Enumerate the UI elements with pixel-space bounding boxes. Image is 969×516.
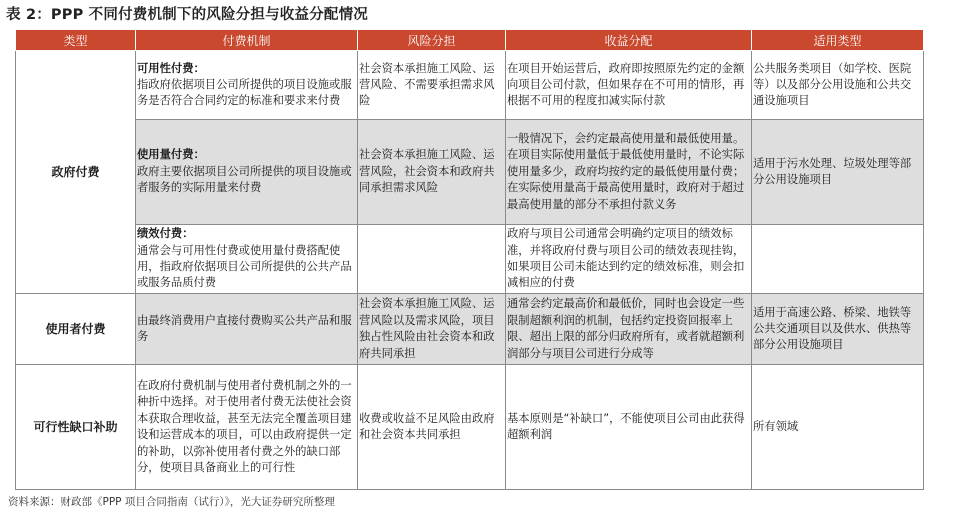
mechanism-cell <box>136 120 358 224</box>
apply-cell: 所有领域 <box>752 365 924 490</box>
ppp-table <box>15 29 923 490</box>
risk-cell: 收费或收益不足风险由政府和社会资本共同承担 <box>358 365 506 490</box>
table-row <box>16 120 924 224</box>
risk-cell: 社会资本承担施工风险、运营风险，社会资本和政府共同承担需求风险 <box>358 120 506 224</box>
benefit-cell: 一般情况下，会约定最高使用量和最低使用量。在项目实际使用量低于最低使用量时，不论实际使用量多少，政府均按约定的最低使用量付费；在实际使用量高于最高使用量时，政府对于超过最高使用量的部分不承担付款义务 <box>506 120 752 224</box>
table-row <box>16 224 924 293</box>
mechanism-text: 通常会与可用性付费或使用量付费搭配使用，指政府依据项目公司所提供的公共产品或服务品质付费 <box>137 243 352 290</box>
apply-cell: 公共服务类项目（如学校、医院等）以及部分公用设施和公共交通设施项目 <box>752 51 924 120</box>
type-government-pay: 政府付费 <box>16 51 136 294</box>
header-risk: 风险分担 <box>358 30 506 51</box>
benefit-cell: 通常会约定最高价和最低价，同时也会设定一些限制超额利润的机制，包括约定投资回报率上限、超出上限的部分归政府所有，或者就超额利润部分与项目公司进行分成等 <box>506 294 752 365</box>
table-row <box>16 51 924 120</box>
mechanism-title: 可用性付费： <box>137 61 205 75</box>
mechanism-cell <box>136 224 358 293</box>
table-row <box>16 365 924 490</box>
table-title: 表 2：PPP 不同付费机制下的风险分担与收益分配情况 <box>6 7 368 23</box>
source-note: 资料来源：财政部《PPP 项目合同指南（试行）》，光大证券研究所整理 <box>8 496 335 508</box>
mechanism-text: 政府主要依据项目公司所提供的项目设施或者服务的实际用量来付费 <box>137 164 352 195</box>
mechanism-cell <box>136 51 358 120</box>
header-benefit: 收益分配 <box>506 30 752 51</box>
risk-cell <box>358 224 506 293</box>
table-header-row <box>16 30 924 51</box>
mechanism-cell: 在政府付费机制与使用者付费机制之外的一种折中选择。对于使用者付费无法使社会资本获取合理收益，甚至无法完全覆盖项目建设和运营成本的项目，可以由政府提供一定的补助，以弥补使用者付费之外的缺口部分，使项目具备商业上的可行性 <box>136 365 358 490</box>
benefit-cell: 基本原则是“补缺口”，不能使项目公司由此获得超额利润 <box>506 365 752 490</box>
benefit-cell: 在项目开始运营后，政府即按照原先约定的金额向项目公司付款，但如果存在不可用的情形，再根据不可用的程度扣减实际付款 <box>506 51 752 120</box>
header-mechanism: 付费机制 <box>136 30 358 51</box>
header-apply: 适用类型 <box>752 30 924 51</box>
mechanism-cell: 由最终消费用户直接付费购买公共产品和服务 <box>136 294 358 365</box>
mechanism-text: 指政府依据项目公司所提供的项目设施或服务是否符合合同约定的标准和要求来付费 <box>137 78 352 108</box>
benefit-cell: 政府与项目公司通常会明确约定项目的绩效标准，并将政府付费与项目公司的绩效表现挂钩，如果项目公司未能达到约定的绩效标准，则会扣减相应的付费 <box>506 224 752 293</box>
apply-cell: 适用于高速公路、桥梁、地铁等公共交通项目以及供水、供热等部分公用设施项目 <box>752 294 924 365</box>
apply-cell <box>752 224 924 293</box>
type-user-pay: 使用者付费 <box>16 294 136 365</box>
table-row <box>16 294 924 365</box>
header-type: 类型 <box>16 30 136 51</box>
apply-cell: 适用于污水处理、垃圾处理等部分公用设施项目 <box>752 120 924 224</box>
mechanism-title: 绩效付费： <box>137 227 194 241</box>
risk-cell: 社会资本承担施工风险、运营风险以及需求风险，项目独占性风险由社会资本和政府共同承担 <box>358 294 506 365</box>
risk-cell: 社会资本承担施工风险、运营风险、不需要承担需求风险 <box>358 51 506 120</box>
type-viability-gap: 可行性缺口补助 <box>16 365 136 490</box>
mechanism-title: 使用量付费： <box>137 148 205 162</box>
